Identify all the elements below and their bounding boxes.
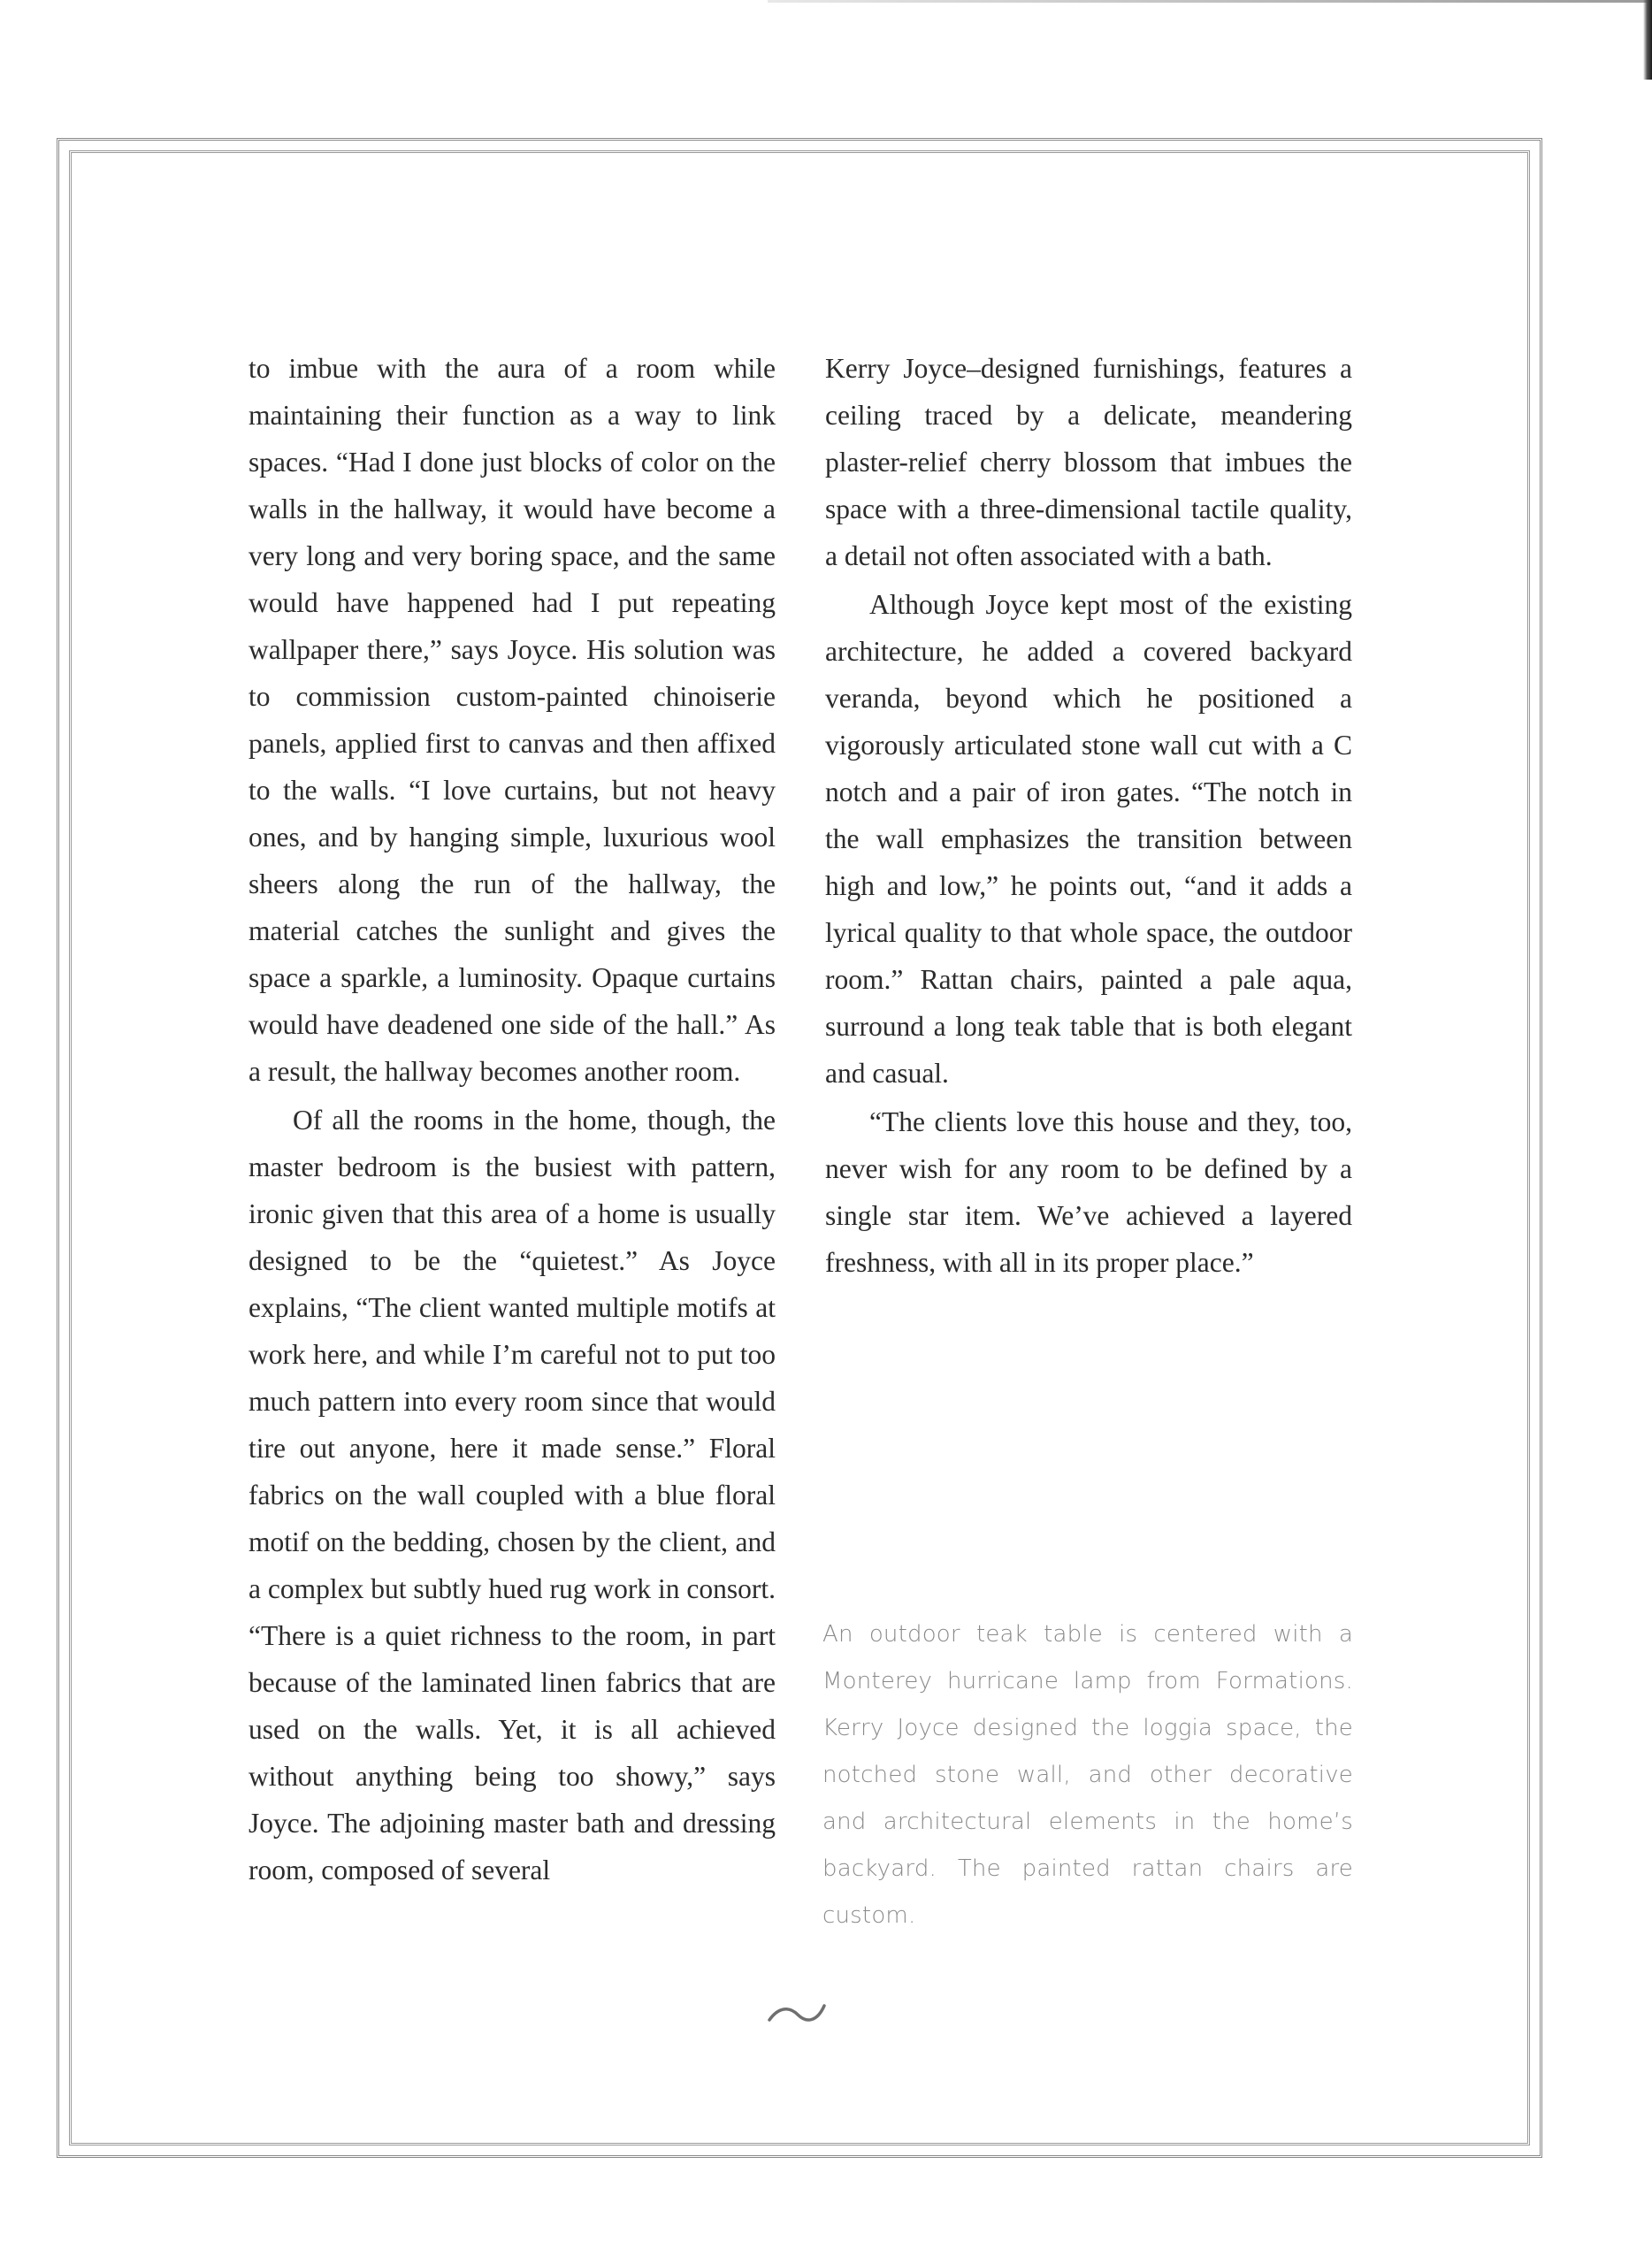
right-text-column	[825, 345, 1352, 1286]
body-paragraph: Kerry Joyce–designed furnishings, features a ceiling traced by a delicate, meandering plaster-relief cherry blossom that imbues the space with a three-dimensional tactile quality, a detail not often associated with a bath.	[825, 353, 1352, 571]
tilde-ornament-icon	[766, 2000, 828, 2027]
left-text-column	[249, 345, 776, 1893]
body-paragraph: “The clients love this house and they, too, never wish for any room to be defined by a single star item. We’ve achieved a layered freshness, with all in its proper place.”	[825, 1106, 1352, 1278]
body-paragraph: Of all the rooms in the home, though, the master bedroom is the busiest with pattern, ironic given that this area of a home is usually designed to be the “quietest.” As Joyce explains, “The client wanted multiple motifs at work here, and while I’m careful not to put too much pattern into every room since that would tire out anyone, here it made sense.” Floral fabrics on the wall coupled with a blue floral motif on the bedding, chosen by the client, and a complex but subtly hued rug work in consort. “There is a quiet richness to the room, in part because of the laminated linen fabrics that are used on the walls. Yet, it is all achieved without anything being too showy,” says Joyce. The adjoining master bath and dressing room, composed of several	[249, 1105, 776, 1885]
body-paragraph: to imbue with the aura of a room while maintaining their function as a way to link spaces. “Had I done just blocks of color on the walls in the hallway, it would have become a very long and very boring space, and the same would have happened had I put repeating wallpaper there,” says Joyce. His solution was to commission custom-painted chinoiserie panels, applied first to canvas and then affixed to the walls. “I love curtains, but not heavy ones, and by hanging simple, luxurious wool sheers along the run of the hallway, the material catches the sunlight and gives the space a sparkle, a luminosity. Opaque curtains would have deadened one side of the hall.” As a result, the hallway becomes another room.	[249, 353, 776, 1087]
page-edge-line	[768, 0, 1652, 3]
page-corner-shadow	[1643, 0, 1652, 80]
photo-caption: An outdoor teak table is centered with a Monterey hurricane lamp from Formations. Kerry Joyce designed the loggia space, the notched stone wall, and other decorative and architectural elements in the home’s backyard. The painted rattan chairs are custom.	[822, 1621, 1353, 1929]
body-paragraph: Although Joyce kept most of the existing architecture, he added a covered backyard veranda, beyond which he positioned a vigorously articulated stone wall cut with a C notch and a pair of iron gates. “The notch in the wall emphasizes the transition between high and low,” he points out, “and it adds a lyrical quality to that whole space, the outdoor room.” Rattan chairs, painted a pale aqua, surround a long teak table that is both elegant and casual.	[825, 589, 1352, 1089]
